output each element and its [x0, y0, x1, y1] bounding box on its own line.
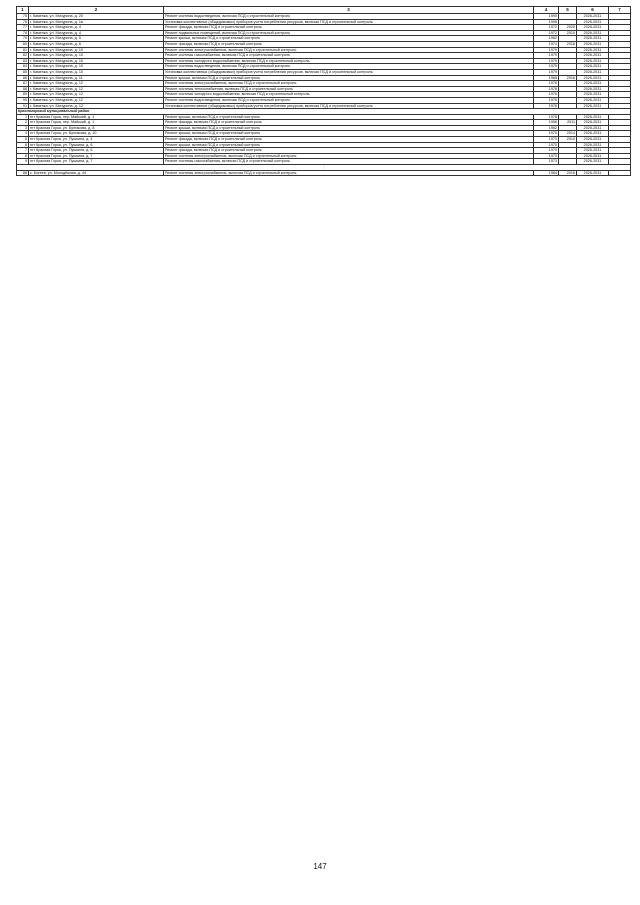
column-number: 7	[609, 7, 631, 14]
work-type-cell: Установка коллективных (общедомовых) приборов учета потребления ресурсов, включая ПСД и строительный контроль	[164, 69, 534, 75]
address-cell: г. Каменка, ул. Мичурина, д. 12	[29, 81, 164, 87]
year-built-cell: 1976	[534, 81, 559, 87]
address-cell: г. Каменка, ул. Мичурина, д. 4	[29, 30, 164, 36]
work-type-cell: Ремонт крыши, включая ПСД и строительный контроль	[164, 75, 534, 81]
work-type-cell: Установка коллективных (общедомовых) приборов учета потребления ресурсов, включая ПСД и строительный контроль	[164, 103, 534, 109]
address-cell: г. Каменка, ул. Мичурина, д. 1в	[29, 19, 164, 25]
planned-period-cell: 2026-2031	[577, 103, 609, 109]
row-number: 77	[17, 25, 29, 31]
address-cell: с. Бигеев, ул. Молодёжная, д. 44	[29, 170, 164, 176]
address-cell: пгт Красная Горка, пер. Майский, д. 1	[29, 120, 164, 126]
address-cell: г. Каменка, ул. Мичурина, д. 12	[29, 86, 164, 92]
year-built-cell: 1990	[534, 14, 559, 20]
year-built-cell: 1968	[534, 75, 559, 81]
row-number: 7	[17, 148, 29, 154]
capital-repair-table	[16, 6, 631, 176]
work-type-cell: Ремонт крыши, включая ПСД и строительный контроль	[164, 125, 534, 131]
work-type-cell: Ремонт крыши, включая ПСД и строительный контроль	[164, 131, 534, 137]
planned-period-cell: 2026-2031	[577, 131, 609, 137]
row-number: 83	[17, 58, 29, 64]
planned-period-cell: 2026-2031	[577, 81, 609, 87]
document-sheet	[16, 6, 630, 176]
row-number: 76	[17, 19, 29, 25]
year-built-cell: 1979	[534, 58, 559, 64]
work-type-cell: Ремонт системы газоснабжения, включая ПСД и строительный контроль	[164, 53, 534, 59]
planned-period-cell: 2026-2031	[577, 148, 609, 154]
planned-period-cell: 2026-2031	[577, 75, 609, 81]
last-repair-year-cell: 2020	[559, 25, 577, 31]
address-cell: пгт Красная Горка, ул. Пушкина, д. 7	[29, 159, 164, 165]
planned-period-cell: 2026-2031	[577, 92, 609, 98]
planned-period-cell: 2026-2031	[577, 53, 609, 59]
planned-period-cell: 2026-2031	[577, 97, 609, 103]
last-repair-year-cell: 2016	[559, 170, 577, 176]
year-built-cell: 1979	[534, 53, 559, 59]
work-type-cell: Ремонт крыши, включая ПСД и строительный контроль	[164, 142, 534, 148]
planned-period-cell: 2026-2031	[577, 137, 609, 143]
row-number: 3	[17, 125, 29, 131]
address-cell: г. Каменка, ул. Мичурина, д. 10	[29, 69, 164, 75]
address-cell: г. Каменка, ул. Мичурина, д. 10	[29, 64, 164, 70]
row-number: 80	[17, 41, 29, 47]
year-built-cell: 1970	[534, 142, 559, 148]
address-cell: г. Каменка, ул. Мичурина, д. 20	[29, 14, 164, 20]
year-built-cell: 1962	[534, 125, 559, 131]
year-built-cell: 1976	[534, 103, 559, 109]
year-built-cell: 1972	[534, 25, 559, 31]
note-cell	[609, 170, 631, 176]
work-type-cell: Ремонт крыши, включая ПСД и строительный контроль	[164, 36, 534, 42]
year-built-cell: 1973	[534, 137, 559, 143]
row-number: 85	[17, 69, 29, 75]
last-repair-year-cell: 2010	[559, 137, 577, 143]
row-number: 87	[17, 81, 29, 87]
planned-period-cell: 2026-2031	[577, 25, 609, 31]
planned-period-cell: 2026-2031	[577, 69, 609, 75]
planned-period-cell: 2026-2031	[577, 120, 609, 126]
row-number: 4	[17, 131, 29, 137]
address-cell: г. Каменка, ул. Мичурина, д. 12	[29, 92, 164, 98]
year-built-cell: 1970	[534, 148, 559, 154]
planned-period-cell: 2026-2031	[577, 159, 609, 165]
planned-period-cell: 2026-2031	[577, 19, 609, 25]
year-built-cell: 1979	[534, 64, 559, 70]
address-cell: г. Каменка, ул. Мичурина, д. 4	[29, 25, 164, 31]
row-number: 75	[17, 14, 29, 20]
work-type-cell: Ремонт фасада, включая ПСД и строительный контроль	[164, 148, 534, 154]
work-type-cell: Ремонт системы электроснабжения, включая ПСД и строительный контроль	[164, 170, 534, 176]
year-built-cell: 1976	[534, 97, 559, 103]
address-cell: пгт Красная Горка, ул. Пушкина, д. 6	[29, 148, 164, 154]
year-built-cell: 1970	[534, 131, 559, 137]
row-number: 88	[17, 170, 29, 176]
planned-period-cell: 2026-2031	[577, 14, 609, 20]
row-number: 90	[17, 97, 29, 103]
row-number: 8	[17, 153, 29, 159]
column-number: 1	[17, 7, 29, 14]
row-number: 82	[17, 53, 29, 59]
work-type-cell: Ремонт фасада, включая ПСД и строительный контроль	[164, 137, 534, 143]
address-cell: пгт Красная Горка, ул. Пушкина, д. 7	[29, 153, 164, 159]
row-number: 2	[17, 120, 29, 126]
planned-period-cell: 2026-2031	[577, 86, 609, 92]
address-cell: г. Каменка, ул. Мичурина, д. 12	[29, 103, 164, 109]
section-title: Красногорский муниципальный район	[17, 109, 631, 115]
row-number: 6	[17, 142, 29, 148]
work-type-cell: Ремонт крыши, включая ПСД и строительный контроль	[164, 114, 534, 120]
column-number: 5	[559, 7, 577, 14]
address-cell: г. Каменка, ул. Мичурина, д. 10	[29, 58, 164, 64]
year-built-cell: 1978	[534, 114, 559, 120]
address-cell: пгт Красная Горка, ул. Пушкина, д. 6	[29, 142, 164, 148]
work-type-cell: Ремонт фасада, включая ПСД и строительный контроль	[164, 120, 534, 126]
planned-period-cell: 2026-2031	[577, 153, 609, 159]
last-repair-year-cell: 2018	[559, 41, 577, 47]
year-built-cell: 1973	[534, 153, 559, 159]
work-type-cell: Ремонт системы электроснабжения, включая ПСД и строительный контроль	[164, 81, 534, 87]
planned-period-cell: 2026-2031	[577, 47, 609, 53]
work-type-cell: Ремонт системы холодного водоснабжения, включая ПСД и строительный контроль	[164, 92, 534, 98]
year-built-cell: 1972	[534, 30, 559, 36]
work-type-cell: Ремонт системы водоотведения, включая ПСД и строительный контроль	[164, 14, 534, 20]
work-type-cell: Ремонт системы теплоснабжения, включая ПСД и строительный контроль	[164, 86, 534, 92]
work-type-cell: Ремонт системы газоснабжения, включая ПСД и строительный контроль	[164, 159, 534, 165]
last-repair-year-cell: 2014	[559, 131, 577, 137]
address-cell: г. Каменка, ул. Мичурина, д. 12	[29, 97, 164, 103]
address-cell: г. Каменка, ул. Мичурина, д. 6	[29, 41, 164, 47]
column-number: 2	[29, 7, 164, 14]
row-number: 5	[17, 137, 29, 143]
row-number: 89	[17, 92, 29, 98]
address-cell: г. Каменка, ул. Мичурина, д. 10	[29, 53, 164, 59]
planned-period-cell: 2026-2031	[577, 125, 609, 131]
year-built-cell: 1976	[534, 92, 559, 98]
last-repair-year-cell: 2016	[559, 75, 577, 81]
column-number: 3	[164, 7, 534, 14]
page-number: 147	[313, 862, 327, 871]
work-type-cell: Ремонт фасада, включая ПСД и строительный контроль	[164, 41, 534, 47]
work-type-cell: Ремонт системы электроснабжения, включая ПСД и строительный контроль	[164, 153, 534, 159]
year-built-cell: 1984	[534, 170, 559, 176]
work-type-cell: Ремонт системы водоотведения, включая ПСД и строительный контроль	[164, 97, 534, 103]
year-built-cell: 1976	[534, 86, 559, 92]
last-repair-year-cell: 2011	[559, 120, 577, 126]
year-built-cell: 1958	[534, 120, 559, 126]
row-number: 84	[17, 64, 29, 70]
planned-period-cell: 2026-2031	[577, 114, 609, 120]
address-cell: г. Каменка, ул. Мичурина, д. 5	[29, 36, 164, 42]
work-type-cell: Установка коллективных (общедомовых) приборов учета потребления ресурсов, включая ПСД и строительный контроль	[164, 19, 534, 25]
work-type-cell: Ремонт системы водоотведения, включая ПСД и строительный контроль	[164, 64, 534, 70]
work-type-cell: Ремонт системы электроснабжения, включая ПСД и строительный контроль	[164, 47, 534, 53]
column-number: 6	[577, 7, 609, 14]
row-number: 79	[17, 36, 29, 42]
year-built-cell: 1974	[534, 41, 559, 47]
row-number: 1	[17, 114, 29, 120]
row-number: 86	[17, 75, 29, 81]
planned-period-cell: 2026-2031	[577, 41, 609, 47]
column-number-row	[17, 7, 631, 14]
work-type-cell: Ремонт системы холодного водоснабжения, включая ПСД и строительный контроль	[164, 58, 534, 64]
address-cell: пгт Красная Горка, ул. Булгакова, д. 10	[29, 131, 164, 137]
work-type-cell: Ремонт фасада, включая ПСД и строительный контроль	[164, 25, 534, 31]
address-cell: пгт Красная Горка, ул. Пушкина, д. 4	[29, 137, 164, 143]
row-number: 88	[17, 86, 29, 92]
last-repair-year-cell: 2010	[559, 30, 577, 36]
address-cell: г. Каменка, ул. Мичурина, д. 11	[29, 75, 164, 81]
year-built-cell: 1979	[534, 69, 559, 75]
year-built-cell: 1973	[534, 159, 559, 165]
year-built-cell: 1962	[534, 36, 559, 42]
planned-period-cell: 2026-2031	[577, 30, 609, 36]
planned-period-cell: 2026-2031	[577, 142, 609, 148]
table-row	[17, 170, 631, 176]
row-number: 81	[17, 47, 29, 53]
planned-period-cell: 2026-2031	[577, 36, 609, 42]
address-cell: пгт Красная Горка, ул. Булгакова, д. 8	[29, 125, 164, 131]
row-number: 78	[17, 30, 29, 36]
work-type-cell: Ремонт подвальных помещений, включая ПСД и строительный контроль	[164, 30, 534, 36]
year-built-cell: 1996	[534, 19, 559, 25]
omitted-rows-cell: ⋮	[17, 165, 631, 171]
column-number: 4	[534, 7, 559, 14]
planned-period-cell: 2026-2031	[577, 64, 609, 70]
year-built-cell: 1979	[534, 47, 559, 53]
address-cell: г. Каменка, ул. Мичурина, д. 10	[29, 47, 164, 53]
row-number: 91	[17, 103, 29, 109]
address-cell: пгт Красная Горка, пер. Майский, д. 1	[29, 114, 164, 120]
planned-period-cell: 2026-2031	[577, 58, 609, 64]
planned-period-cell: 2026-2031	[577, 170, 609, 176]
row-number: 9	[17, 159, 29, 165]
